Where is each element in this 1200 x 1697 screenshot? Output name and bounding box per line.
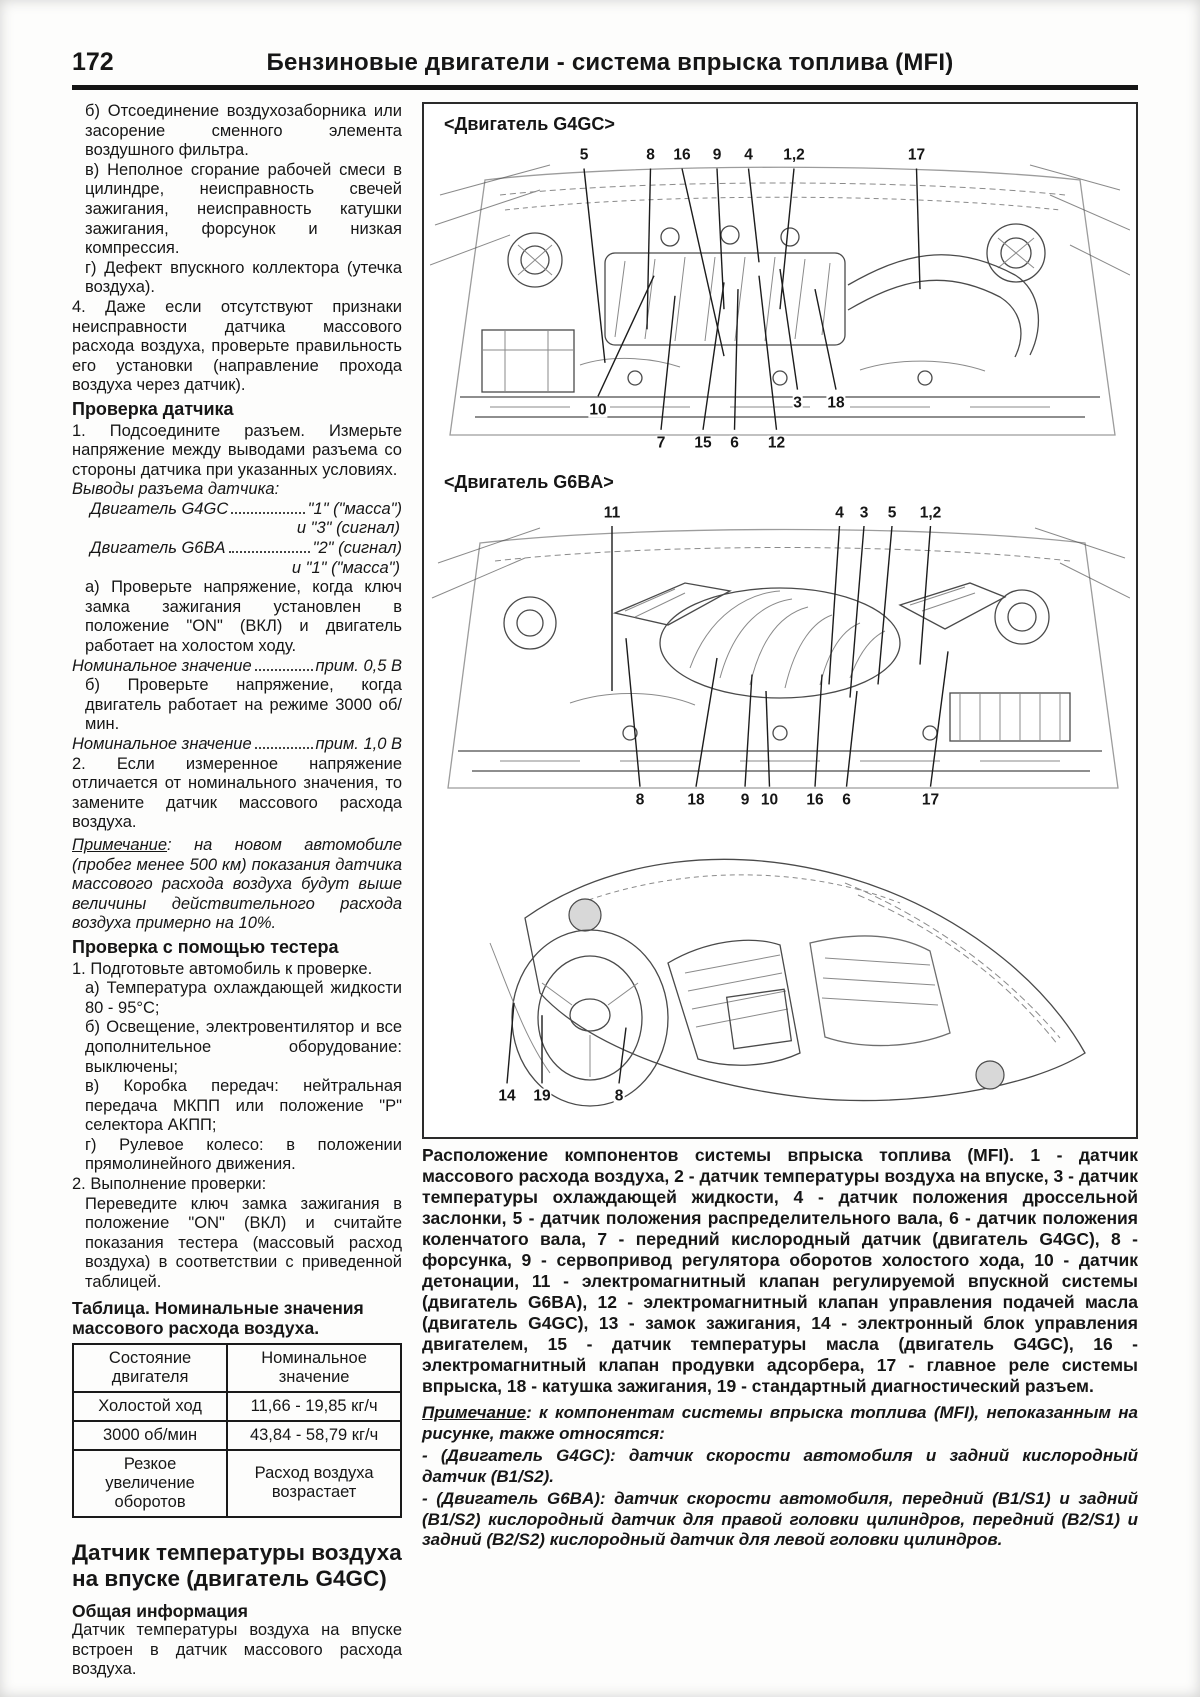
left-column: [72, 102, 402, 1680]
tester-item-b: б) Освещение, электровентилятор и все дополнительное оборудование: выключены;: [85, 1018, 402, 1076]
engine-bay-sketch-g6ba: [430, 493, 1130, 823]
pin-spec-block: [72, 480, 402, 578]
callout-19: 19: [533, 1087, 551, 1105]
callout-6: 6: [730, 434, 739, 452]
callout-5: 5: [579, 146, 589, 164]
tester-item-v: в) Коробка передач: нейтральная передача МКПП или положение "Р" селектора АКПП;: [85, 1077, 402, 1135]
general-info-body: Датчик температуры воздуха на впуске встроен в датчик массового расхода воздуха.: [72, 1621, 402, 1679]
step-a: а) Проверьте напряжение, когда ключ замка зажигания установлен в положение "ON" (ВКЛ) и двигатель работает на холостом ходу.: [85, 578, 402, 656]
dashboard-diagram: [430, 823, 1130, 1133]
cell-idle-value: 11,66 - 19,85 кг/ч: [227, 1392, 401, 1421]
callout-4: 4: [835, 504, 844, 522]
engine-diagram-g4gc: [430, 135, 1130, 470]
tester-step2: 2. Выполнение проверки:: [72, 1175, 267, 1194]
note-item-g6ba: - (Двигатель G6BA): датчик скорости автомобиля, передний (B1/S1) и задний (B1/S2) кислородный датчик для правой головки цилиндров, передний (B2/S1) и задний (B2/S2) кислородный датчик для левой головки цилиндров.: [422, 1489, 1138, 1549]
table-row: [73, 1421, 401, 1450]
table-row: [73, 1392, 401, 1421]
figure-caption: Расположение компонентов системы впрыска топлива (MFI). 1 - датчик массового расхода воздуха, 2 - датчик температуры воздуха на впуске, 3 - датчик температуры охлаждающей жидкости, 4 - датчик положения дроссельной заслонки, 5 - датчик положения распределительного вала, 6 - датчик положения коленчатого вала, 7 - передний кислородный датчик (двигатель G4GC), 8 - форсунка, 9 - сервопривод регулятора оборотов холостого хода, 10 - датчик детонации, 11 - электромагнитный клапан регулируемой впускной системы (двигатель G6BA), 12 - электромагнитный клапан управления подачей масла (двигатель G4GC), 13 - замок зажигания, 14 - электронный блок управления двигателем, 15 - датчик температуры масла (двигатель G4GC), 16 - электромагнитный клапан продувки адсорбера, 17 - главное реле системы впрыска, 18 - катушка зажигания, 19 - стандартный диагностический разъем.: [422, 1145, 1138, 1396]
table-row: [73, 1450, 401, 1517]
figure-label-g6ba: <Двигатель G6BA>: [444, 472, 614, 492]
page-header: [72, 48, 1138, 90]
callout-5: 5: [887, 504, 897, 522]
pin-value: "1" ("масса"): [307, 499, 402, 518]
tester-step2-body: Переведите ключ замка зажигания в положение "ON" (ВКЛ) и считайте показания тестера (массовый расход воздуха) в соответствии с приведенной таблицей.: [85, 1194, 402, 1292]
intro-item-v: в) Неполное сгорание рабочей смеси в цилиндре, неисправность свечей зажигания, неисправность катушки зажигания, форсунок и низкая компрессия.: [85, 160, 402, 258]
callout-4: 4: [744, 146, 753, 164]
tester-item-g: г) Рулевое колесо: в положении прямолинейного движения.: [85, 1135, 402, 1174]
callout-12: 12: [767, 434, 786, 452]
pin-row-g4gc: [72, 500, 402, 520]
note-left: [72, 836, 402, 934]
intro-item-g: г) Дефект впускного коллектора (утечка воздуха).: [85, 258, 402, 297]
callout-16: 16: [673, 146, 691, 164]
cell-sharp-increase-value: Расход воздуха возрастает: [227, 1450, 401, 1517]
tester-item-a: а) Температура охлаждающей жидкости 80 - 95°С;: [85, 979, 402, 1017]
dotted-leader: [255, 747, 313, 749]
callout-16: 16: [806, 791, 824, 809]
tester-step1: 1. Подготовьте автомобиль к проверке.: [72, 959, 373, 978]
engine-diagram-g6ba: [430, 493, 1130, 823]
right-column: [422, 102, 1138, 1680]
sensor-check-heading: Проверка датчика: [72, 398, 234, 419]
callout-6: 6: [842, 791, 851, 809]
cell-sharp-increase: Резкое увеличение оборотов: [73, 1450, 227, 1517]
pin-value2-g4gc: и "3" (сигнал): [296, 519, 400, 538]
intro-item-b: б) Отсоединение воздухозаборника или засорение сменного элемента воздушного фильтра.: [85, 102, 402, 160]
dotted-leader: [255, 669, 313, 671]
nominal-value: прим. 1,0 В: [315, 735, 402, 753]
nominal-value-2: [72, 735, 402, 755]
callout-3: 3: [859, 504, 869, 522]
callout-11: 11: [603, 504, 621, 522]
pin-engine: Двигатель G6BA: [90, 539, 226, 558]
callout-3: 3: [793, 394, 802, 412]
callout-18: 18: [827, 394, 845, 412]
col-header-nominal: Номинальное значение: [227, 1344, 401, 1392]
note-body: : к компонентам системы впрыска топлива (MFI), непоказанным на рисунке, также относятся:: [422, 1403, 1138, 1443]
cell-idle: Холостой ход: [73, 1392, 227, 1421]
callout-14: 14: [498, 1087, 516, 1105]
note-item-g4gc: - (Двигатель G4GC): датчик скорости автомобиля и задний кислородный датчик (B1/S2).: [422, 1446, 1138, 1486]
step-2: 2. Если измеренное напряжение отличается от номинального значения, то замените датчик массового расхода воздуха.: [72, 754, 402, 832]
pins-heading: Выводы разъема датчика:: [72, 480, 280, 499]
page-title: Бензиновые двигатели - система впрыска топлива (MFI): [266, 49, 954, 76]
callout-17: 17: [921, 791, 940, 809]
callout-1,2: 1,2: [919, 504, 942, 522]
step-b: б) Проверьте напряжение, когда двигатель работает на режиме 3000 об/мин.: [85, 676, 402, 734]
callout-10: 10: [589, 401, 607, 419]
dotted-leader: [229, 551, 310, 553]
pin-engine: Двигатель G4GC: [90, 499, 229, 518]
note-prefix: Примечание: [72, 835, 168, 854]
callout-15: 15: [694, 434, 712, 452]
engine-bay-sketch-g4gc: [430, 135, 1130, 470]
callout-8: 8: [646, 146, 655, 164]
dotted-leader: [231, 512, 304, 514]
sensor-check-step1: 1. Подсоедините разъем. Измерьте напряжение между выводами разъема со стороны датчика при указанных условиях.: [72, 421, 402, 479]
callout-10: 10: [760, 791, 779, 809]
general-info-heading: Общая информация: [72, 1600, 248, 1621]
pin-value2-g6ba: и "1" ("масса"): [291, 558, 400, 577]
callout-17: 17: [907, 146, 926, 164]
figure-label-g4gc: <Двигатель G4GC>: [444, 114, 615, 134]
figure-box: [422, 102, 1138, 1139]
nominal-value-1: [72, 657, 402, 677]
callout-9: 9: [712, 146, 722, 164]
callout-8: 8: [635, 791, 645, 809]
table-title: Таблица. Номинальные значения массового расхода воздуха.: [72, 1297, 364, 1338]
callout-7: 7: [656, 434, 666, 452]
nominal-label: Номинальное значение: [72, 656, 252, 675]
callout-1,2: 1,2: [783, 146, 805, 164]
nominal-label: Номинальное значение: [72, 735, 252, 753]
cell-3000-value: 43,84 - 58,79 кг/ч: [227, 1421, 401, 1450]
cell-3000: 3000 об/мин: [73, 1421, 227, 1450]
callout-9: 9: [740, 791, 750, 809]
tester-heading: Проверка с помощью тестера: [72, 936, 339, 957]
callout-8: 8: [614, 1087, 624, 1105]
note-prefix: Примечание: [422, 1403, 527, 1422]
section-heading-iat-sensor: Датчик температуры воздуха на впуске (двигатель G4GC): [72, 1539, 402, 1591]
pin-row-g6ba: [72, 539, 402, 559]
nominal-value: прим. 0,5 В: [315, 656, 402, 675]
col-header-state: Состояние двигателя: [73, 1344, 227, 1392]
note-right: [422, 1403, 1138, 1444]
intro-item-4: 4. Даже если отсутствуют признаки неисправности датчика массового расхода воздуха, проверьте правильность его установки (направление прохода воздуха через датчик).: [72, 297, 402, 395]
pin-value: "2" (сигнал): [312, 539, 402, 558]
airflow-table: [72, 1343, 402, 1518]
page-number: 172: [72, 48, 114, 76]
note-body: : на новом автомобиле (пробег менее 500 км) показания датчика массового расхода воздуха будут выше величины действительного расхода воздуха примерно на 10%.: [72, 835, 402, 933]
table-header-row: [73, 1344, 401, 1392]
callout-18: 18: [687, 791, 705, 809]
